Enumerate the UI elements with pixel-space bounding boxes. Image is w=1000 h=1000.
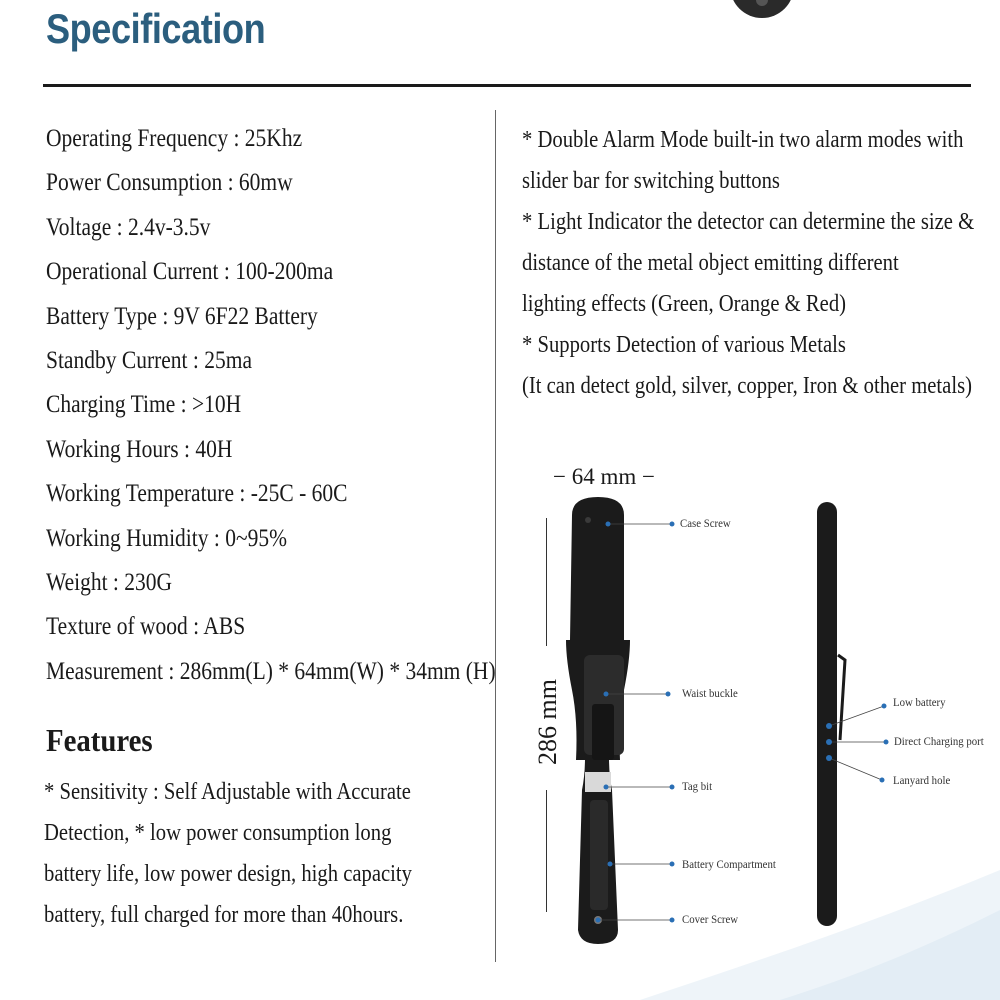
callout-tag-bit: Tag bit xyxy=(682,779,713,793)
spec-item: Working Temperature : -25C - 60C xyxy=(46,480,348,508)
spec-item: Working Humidity : 0~95% xyxy=(46,524,288,552)
callout-battery-compartment: Battery Compartment xyxy=(682,857,776,871)
callout-waist-buckle: Waist buckle xyxy=(682,686,738,700)
spec-item: Charging Time : >10H xyxy=(46,391,242,419)
feature-line: distance of the metal object emitting different xyxy=(522,250,899,276)
callout-charging-port: Direct Charging port xyxy=(894,734,984,748)
detector-side-image xyxy=(817,502,845,926)
spec-item: Voltage : 2.4v-3.5v xyxy=(46,213,211,241)
features-text: * Sensitivity : Self Adjustable with Accurate Detection, * low power consumption long battery life, low power design, high capacity battery, full charged for more than 40hours. xyxy=(44,779,412,928)
features-heading: Features xyxy=(46,722,153,758)
feature-line: * Double Alarm Mode built-in two alarm modes with xyxy=(522,127,964,153)
spec-item: Battery Type : 9V 6F22 Battery xyxy=(46,302,318,330)
page-title: Specification xyxy=(46,5,266,52)
feature-line: slider bar for switching buttons xyxy=(522,168,780,194)
spec-item: Operating Frequency : 25Khz xyxy=(46,125,303,152)
detector-front-image xyxy=(566,497,630,944)
feature-line: lighting effects (Green, Orange & Red) xyxy=(522,291,847,317)
callout-case-screw: Case Screw xyxy=(680,516,731,530)
spec-item: Operational Current : 100-200ma xyxy=(46,258,334,286)
spec-item: Working Hours : 40H xyxy=(46,435,233,463)
length-dimension-label: 286 mm xyxy=(533,679,562,765)
spec-item: Texture of wood : ABS xyxy=(46,613,246,641)
spec-item: Power Consumption : 60mw xyxy=(46,169,293,197)
spec-item: Weight : 230G xyxy=(46,568,173,596)
callout-low-battery: Low battery xyxy=(893,695,946,709)
spec-item: Measurement : 286mm(L) * 64mm(W) * 34mm (H) xyxy=(46,657,496,685)
width-dimension-label: − 64 mm − xyxy=(553,464,655,489)
feature-line: (It can detect gold, silver, copper, Iron & other metals) xyxy=(522,373,972,399)
feature-line: * Supports Detection of various Metals xyxy=(522,332,846,358)
callout-cover-screw: Cover Screw xyxy=(682,912,739,926)
callout-lanyard-hole: Lanyard hole xyxy=(893,773,951,787)
spec-item: Standby Current : 25ma xyxy=(46,346,253,374)
feature-line: * Light Indicator the detector can determine the size & xyxy=(522,209,975,235)
